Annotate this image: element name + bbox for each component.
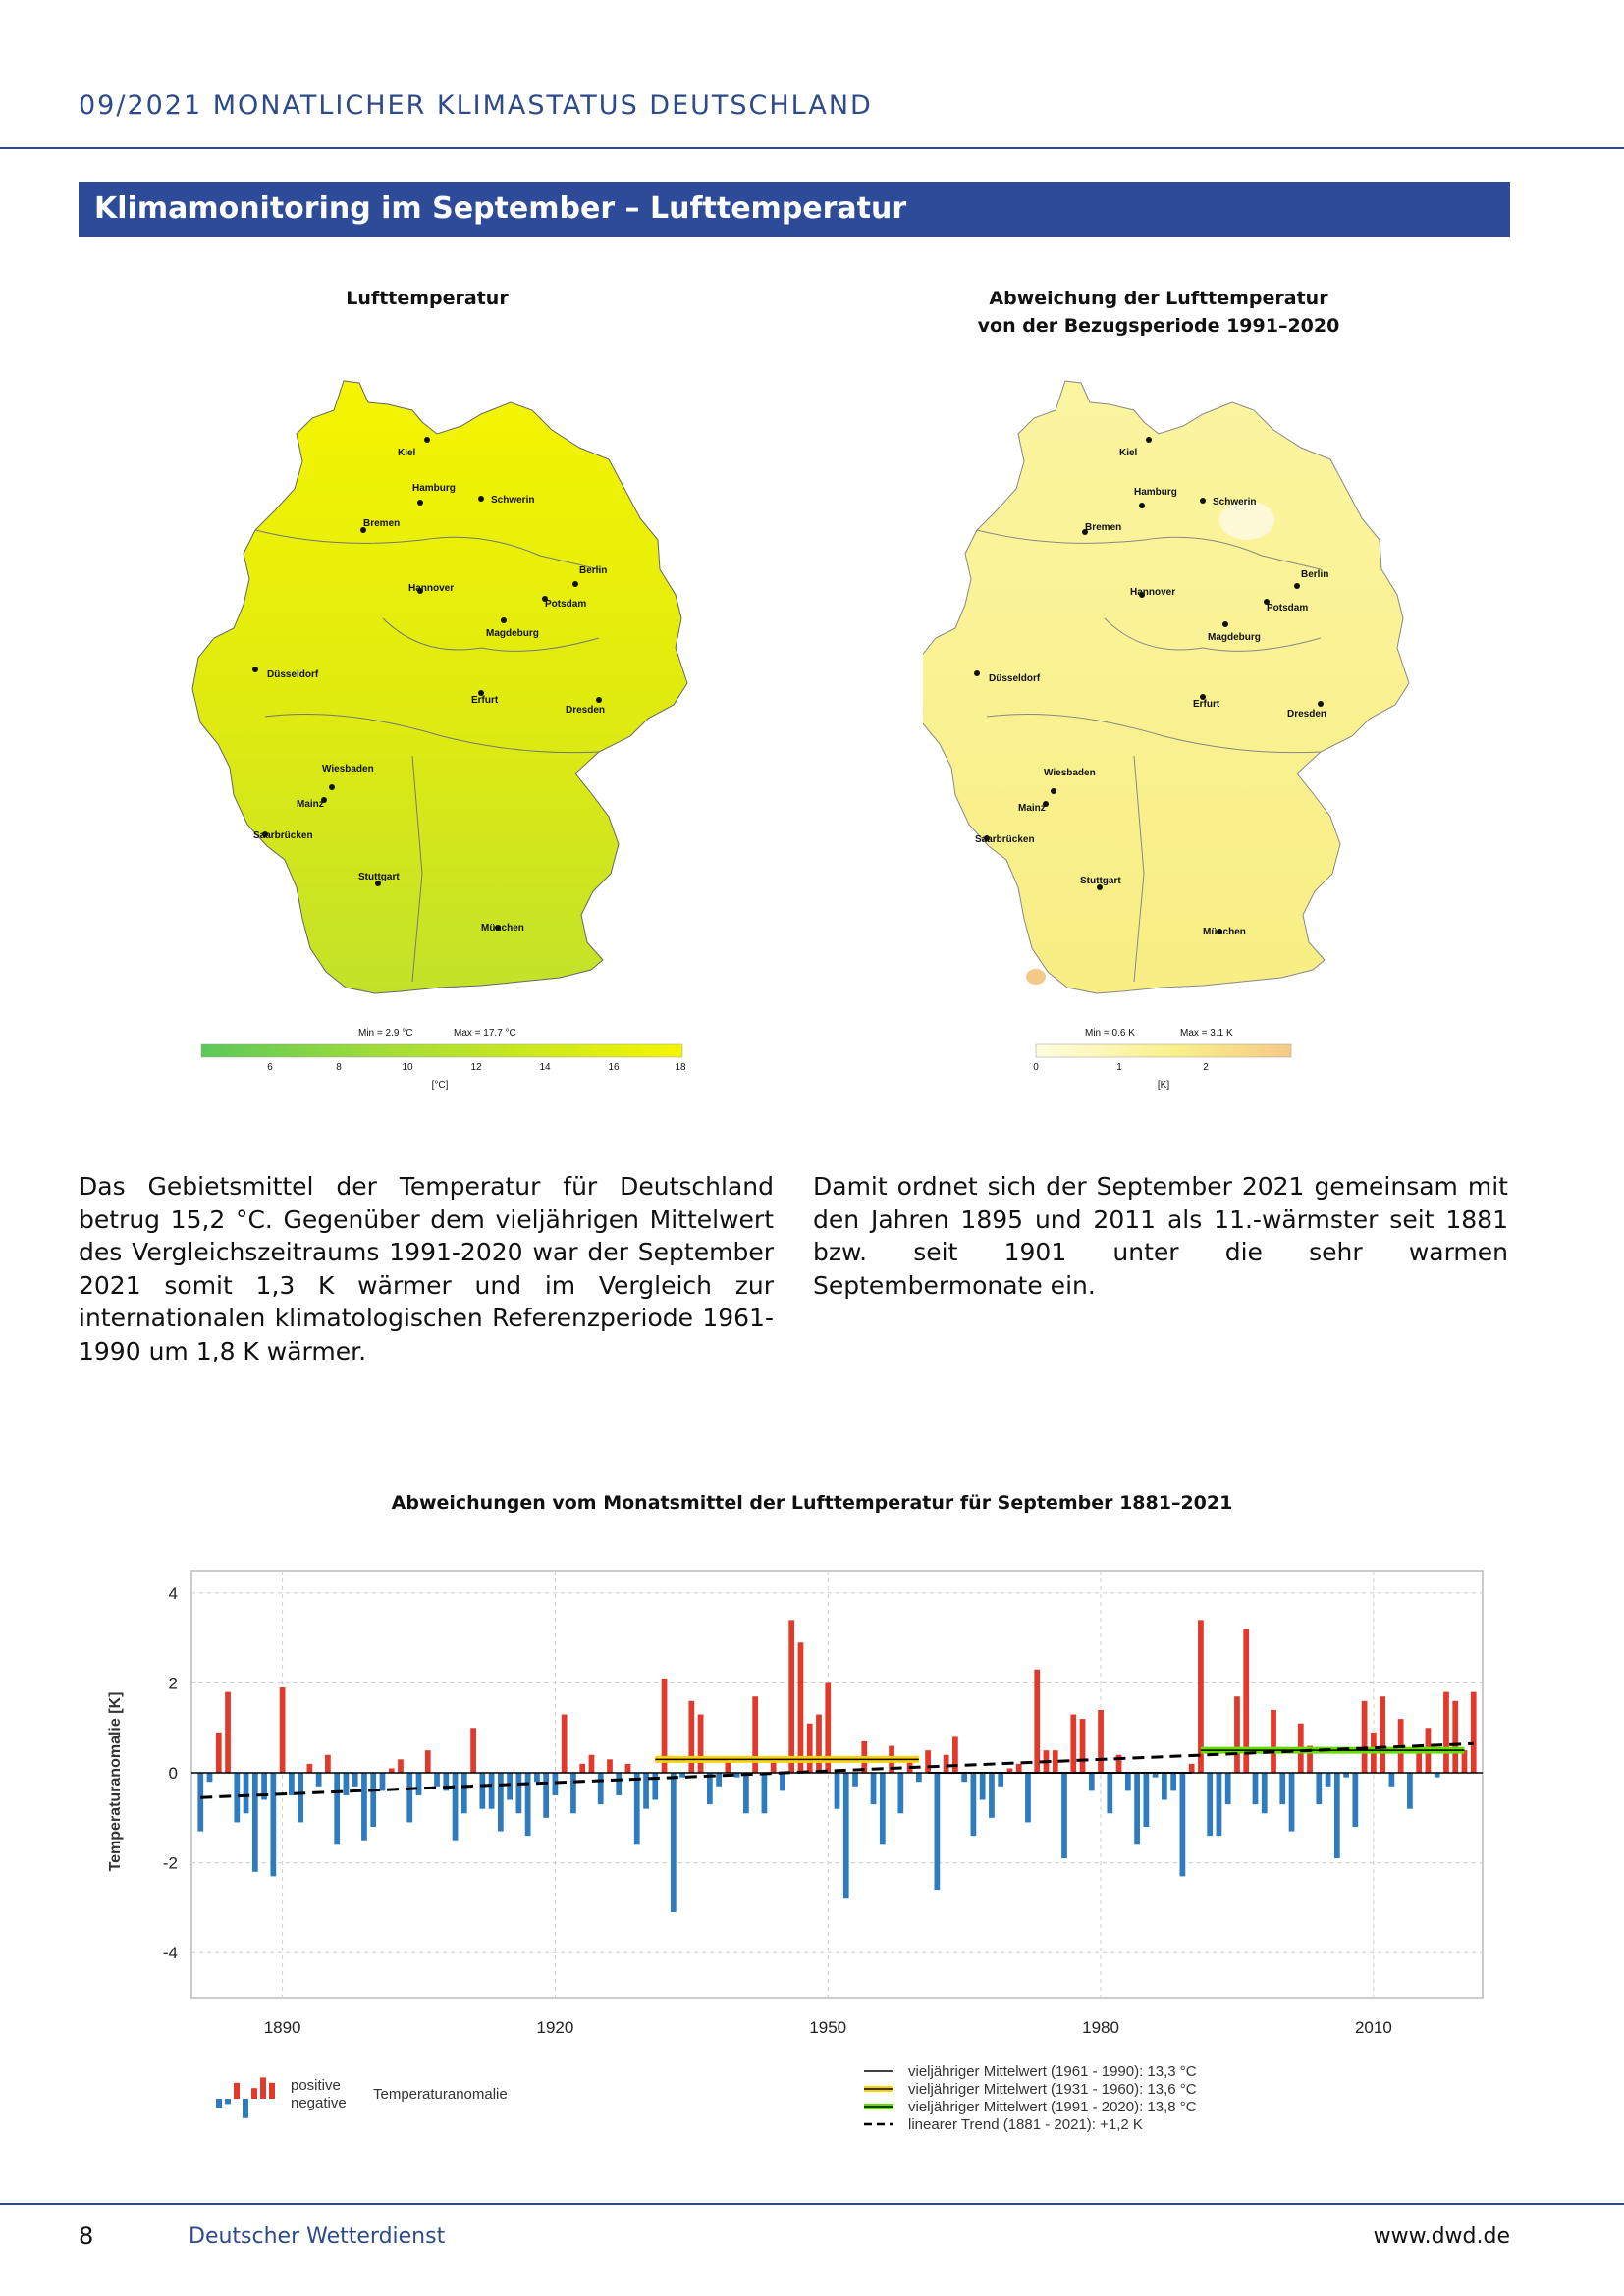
bar-1896 xyxy=(334,1773,340,1844)
bar-1887 xyxy=(252,1773,258,1872)
bar-1976 xyxy=(1061,1773,1067,1858)
bar-1972 xyxy=(1025,1773,1031,1822)
bar-1882 xyxy=(207,1773,213,1782)
bar-1909 xyxy=(453,1773,459,1841)
bar-1997 xyxy=(1253,1773,1259,1804)
bar-1936 xyxy=(698,1715,704,1774)
legend-lines xyxy=(864,2063,1197,2133)
bar-1995 xyxy=(1234,1696,1240,1773)
footer-url: www.dwd.de xyxy=(1373,2224,1510,2249)
legend-caption: Temperaturanomalie xyxy=(373,2086,508,2103)
bar-2008 xyxy=(1352,1773,1358,1827)
legend-line-label: vieljähriger Mittelwert (1991 - 2020): 13,8 °C xyxy=(908,2099,1197,2115)
bar-1906 xyxy=(425,1750,431,1773)
bar-1953 xyxy=(852,1773,858,1787)
bar-1921 xyxy=(562,1715,568,1774)
header-title: 09/2021 MONATLICHER KLIMASTATUS DEUTSCHLAND xyxy=(79,90,873,121)
svg-text:6: 6 xyxy=(267,1062,273,1073)
legend-line-label: vieljähriger Mittelwert (1931 - 1960): 13,6 °C xyxy=(908,2081,1197,2098)
right-map-title xyxy=(913,285,1404,340)
svg-text:Hamburg: Hamburg xyxy=(412,483,456,494)
bar-1967 xyxy=(980,1773,986,1799)
bar-1994 xyxy=(1225,1773,1231,1804)
bar-2014 xyxy=(1407,1773,1413,1809)
bar-1885 xyxy=(234,1773,240,1822)
germany-shape xyxy=(192,381,687,993)
legend-bar-icon xyxy=(251,2088,257,2099)
bar-1951 xyxy=(835,1773,840,1809)
bar-1946 xyxy=(788,1620,794,1773)
svg-text:Bremen: Bremen xyxy=(1085,522,1122,533)
bar-1993 xyxy=(1217,1773,1222,1836)
svg-text:München: München xyxy=(481,923,524,934)
x-tick-label: 1950 xyxy=(809,2018,847,2037)
x-tick-label: 1920 xyxy=(536,2018,574,2037)
bar-1966 xyxy=(971,1773,977,1836)
bar-2000 xyxy=(1279,1773,1285,1804)
bar-1905 xyxy=(416,1773,422,1795)
bar-1890 xyxy=(280,1687,286,1773)
bar-1910 xyxy=(461,1773,467,1813)
svg-text:Dresden: Dresden xyxy=(1287,709,1327,720)
bar-1937 xyxy=(707,1773,713,1804)
bar-2004 xyxy=(1316,1773,1322,1804)
legend-bar-icon xyxy=(260,2077,266,2099)
bar-1886 xyxy=(244,1773,249,1813)
svg-text:Saarbrücken: Saarbrücken xyxy=(975,834,1035,845)
bar-1988 xyxy=(1170,1773,1176,1790)
bar-1916 xyxy=(516,1773,522,1813)
svg-text:Schwerin: Schwerin xyxy=(491,495,535,506)
bar-1965 xyxy=(961,1773,967,1782)
bar-1964 xyxy=(952,1736,958,1773)
bar-1948 xyxy=(807,1724,813,1773)
footer-rule xyxy=(0,2203,1624,2205)
x-tick-label: 1980 xyxy=(1082,2018,1119,2037)
bar-1911 xyxy=(470,1728,476,1773)
legend-line-label: vieljähriger Mittelwert (1961 - 1990): 13,3 °C xyxy=(908,2063,1197,2080)
y-tick-label: 4 xyxy=(168,1583,178,1603)
temperature-map xyxy=(187,363,717,1109)
bar-1955 xyxy=(871,1773,877,1804)
bar-1901 xyxy=(380,1773,386,1790)
bar-1952 xyxy=(843,1773,849,1898)
svg-text:Min = 0.6 K: Min = 0.6 K xyxy=(1085,1028,1135,1039)
svg-text:Mainz: Mainz xyxy=(1018,803,1046,814)
bar-1897 xyxy=(344,1773,350,1795)
bar-1998 xyxy=(1262,1773,1268,1813)
temperature-anomaly-map xyxy=(923,363,1453,1109)
bar-1969 xyxy=(998,1773,1003,1787)
bar-1962 xyxy=(934,1773,940,1890)
bar-1979 xyxy=(1089,1773,1095,1790)
bar-1900 xyxy=(370,1773,376,1827)
bar-1907 xyxy=(434,1773,440,1787)
legend-bar-icon xyxy=(269,2083,275,2099)
svg-text:0: 0 xyxy=(1033,1062,1039,1073)
legend-bar-icon xyxy=(234,2083,240,2099)
color-scale-bar xyxy=(201,1044,682,1057)
legend-line-label: linearer Trend (1881 - 2021): +1,2 K xyxy=(908,2116,1143,2133)
legend-positive-label: positive xyxy=(291,2077,341,2094)
bar-2011 xyxy=(1380,1696,1385,1773)
svg-text:Hamburg: Hamburg xyxy=(1134,487,1177,498)
bar-1918 xyxy=(534,1773,540,1782)
svg-text:Magdeburg: Magdeburg xyxy=(1208,632,1261,643)
bar-1984 xyxy=(1134,1773,1140,1844)
x-tick-label: 1890 xyxy=(263,2018,301,2037)
bar-1913 xyxy=(489,1773,495,1809)
bar-1903 xyxy=(398,1759,404,1773)
body-paragraph-left: Das Gebietsmittel der Temperatur für Deutschland betrug 15,2 °C. Gegenüber dem vieljährigen Mittelwert des Vergleichszeitraums 1991-2020 war der September 2021 somit 1,3 K wärmer und im Vergleich zur internationalen klimatologischen Referenzperiode 1961-1990 um 1,8 K wärmer. xyxy=(79,1172,774,1365)
svg-text:Bremen: Bremen xyxy=(363,518,401,529)
svg-text:Erfurt: Erfurt xyxy=(1193,699,1220,710)
bar-2018 xyxy=(1443,1692,1449,1773)
svg-text:München: München xyxy=(1203,927,1246,937)
bar-1894 xyxy=(316,1773,322,1787)
bar-1960 xyxy=(916,1773,922,1782)
chart-title: Abweichungen vom Monatsmittel der Lufttemperatur für September 1881–2021 xyxy=(391,1492,1233,1514)
svg-text:Berlin: Berlin xyxy=(579,565,608,576)
bar-2006 xyxy=(1334,1773,1340,1858)
bar-1968 xyxy=(989,1773,995,1818)
bar-1961 xyxy=(925,1750,931,1773)
svg-text:16: 16 xyxy=(608,1062,620,1073)
x-tick-label: 2010 xyxy=(1354,2018,1392,2037)
svg-text:14: 14 xyxy=(539,1062,551,1073)
bar-2009 xyxy=(1362,1701,1368,1773)
bar-1895 xyxy=(325,1755,331,1773)
footer-organization: Deutscher Wetterdienst xyxy=(189,2224,446,2249)
bar-1992 xyxy=(1207,1773,1213,1836)
bar-1926 xyxy=(607,1759,613,1773)
legend-bar-icon xyxy=(243,2099,248,2118)
bar-1929 xyxy=(634,1773,640,1844)
section-title: Klimamonitoring im September – Lufttemperatur xyxy=(79,182,1510,237)
bar-1919 xyxy=(543,1773,549,1818)
svg-text:[°C]: [°C] xyxy=(431,1080,449,1091)
bar-1947 xyxy=(798,1642,804,1773)
bar-1927 xyxy=(616,1773,622,1795)
body-paragraph-right: Damit ordnet sich der September 2021 gemeinsam mit den Jahren 1895 und 2011 als 11.-wärmster seit 1881 bzw. seit 1901 unter die sehr warmen Septembermonate ein. xyxy=(813,1172,1508,1300)
bar-1914 xyxy=(498,1773,504,1832)
svg-text:Min = 2.9 °C: Min = 2.9 °C xyxy=(358,1028,413,1039)
svg-text:Wiesbaden: Wiesbaden xyxy=(322,764,374,774)
right-map-title-line1: Abweichung der Lufttemperatur xyxy=(989,288,1328,309)
svg-text:Wiesbaden: Wiesbaden xyxy=(1044,768,1096,778)
bar-1958 xyxy=(897,1773,903,1813)
bar-1881 xyxy=(197,1773,203,1832)
svg-text:Kiel: Kiel xyxy=(1119,448,1138,458)
bar-1883 xyxy=(216,1733,222,1773)
svg-text:Dresden: Dresden xyxy=(566,705,606,716)
bar-2021 xyxy=(1471,1692,1477,1773)
page-number: 8 xyxy=(79,2222,94,2250)
svg-text:Magdeburg: Magdeburg xyxy=(486,628,539,639)
svg-text:Schwerin: Schwerin xyxy=(1213,497,1257,507)
bar-1891 xyxy=(289,1773,295,1795)
bar-1983 xyxy=(1125,1773,1131,1790)
bar-1989 xyxy=(1180,1773,1186,1876)
svg-text:2: 2 xyxy=(1203,1062,1209,1073)
bar-1943 xyxy=(762,1773,768,1813)
bar-1981 xyxy=(1107,1773,1112,1813)
bar-1893 xyxy=(307,1764,313,1773)
svg-text:Hannover: Hannover xyxy=(408,583,455,594)
bar-1978 xyxy=(1080,1719,1086,1773)
svg-text:10: 10 xyxy=(402,1062,413,1073)
bar-1892 xyxy=(298,1773,303,1822)
bar-1889 xyxy=(270,1773,276,1876)
svg-text:Hannover: Hannover xyxy=(1130,587,1176,598)
legend-bar-icon xyxy=(225,2099,231,2104)
color-scale-bar xyxy=(1036,1044,1291,1057)
svg-text:12: 12 xyxy=(470,1062,482,1073)
bar-2012 xyxy=(1389,1773,1395,1787)
bar-1990 xyxy=(1189,1764,1195,1773)
svg-text:Kiel: Kiel xyxy=(398,448,416,458)
svg-text:Max = 17.7 °C: Max = 17.7 °C xyxy=(454,1028,516,1039)
svg-text:1: 1 xyxy=(1116,1062,1122,1073)
bar-1963 xyxy=(944,1755,949,1773)
bar-1949 xyxy=(816,1715,822,1774)
svg-text:Düsseldorf: Düsseldorf xyxy=(989,673,1041,684)
bar-1973 xyxy=(1034,1670,1040,1773)
bar-1933 xyxy=(671,1773,677,1912)
bar-2019 xyxy=(1452,1701,1458,1773)
right-map-title-line2: von der Bezugsperiode 1991–2020 xyxy=(977,315,1340,337)
svg-text:Mainz: Mainz xyxy=(297,799,324,810)
svg-text:8: 8 xyxy=(336,1062,342,1073)
y-tick-label: -2 xyxy=(162,1853,178,1873)
svg-text:Potsdam: Potsdam xyxy=(1267,603,1309,614)
svg-text:Stuttgart: Stuttgart xyxy=(358,872,400,882)
header-rule xyxy=(0,147,1624,149)
svg-text:18: 18 xyxy=(675,1062,686,1073)
svg-text:Stuttgart: Stuttgart xyxy=(1080,876,1121,886)
y-axis-label: Temperaturanomalie [K] xyxy=(107,1691,124,1872)
germany-shape xyxy=(923,381,1409,993)
bar-1923 xyxy=(579,1764,585,1773)
bar-1912 xyxy=(479,1773,485,1809)
bar-1898 xyxy=(352,1773,358,1787)
bar-1987 xyxy=(1162,1773,1167,1799)
bar-1975 xyxy=(1053,1750,1058,1773)
bar-1884 xyxy=(225,1692,231,1773)
y-tick-label: 0 xyxy=(168,1764,178,1784)
bar-2001 xyxy=(1289,1773,1295,1832)
legend-bar-icons xyxy=(216,2077,275,2117)
bar-1999 xyxy=(1271,1710,1276,1773)
bar-1920 xyxy=(553,1773,559,1795)
svg-text:Düsseldorf: Düsseldorf xyxy=(267,669,319,680)
bar-1945 xyxy=(780,1773,785,1790)
svg-text:Saarbrücken: Saarbrücken xyxy=(253,830,313,841)
bar-1941 xyxy=(743,1773,749,1813)
bar-1924 xyxy=(589,1755,595,1773)
legend-bar-icon xyxy=(216,2099,222,2108)
anomaly-bar-chart xyxy=(79,1541,1512,2140)
bar-1971 xyxy=(1016,1764,1022,1773)
left-map-title: Lufttemperatur xyxy=(346,288,509,309)
svg-text:Berlin: Berlin xyxy=(1301,569,1329,580)
legend-negative-label: negative xyxy=(291,2095,347,2111)
bar-1938 xyxy=(716,1773,722,1787)
bar-1925 xyxy=(598,1773,604,1804)
y-tick-label: 2 xyxy=(168,1674,178,1693)
bar-1985 xyxy=(1143,1773,1149,1827)
svg-text:Max = 3.1 K: Max = 3.1 K xyxy=(1180,1028,1233,1039)
bar-1904 xyxy=(406,1773,412,1822)
bar-1899 xyxy=(361,1773,367,1841)
bar-1915 xyxy=(507,1773,513,1799)
svg-text:[K]: [K] xyxy=(1157,1080,1170,1091)
bar-1928 xyxy=(625,1764,631,1773)
bar-1956 xyxy=(880,1773,886,1844)
svg-text:Potsdam: Potsdam xyxy=(545,599,587,610)
y-tick-label: -4 xyxy=(162,1944,178,1963)
bar-2005 xyxy=(1326,1773,1331,1787)
bar-1980 xyxy=(1098,1710,1104,1773)
bar-1977 xyxy=(1070,1715,1076,1774)
svg-text:Erfurt: Erfurt xyxy=(471,695,499,706)
bar-1922 xyxy=(570,1773,576,1813)
